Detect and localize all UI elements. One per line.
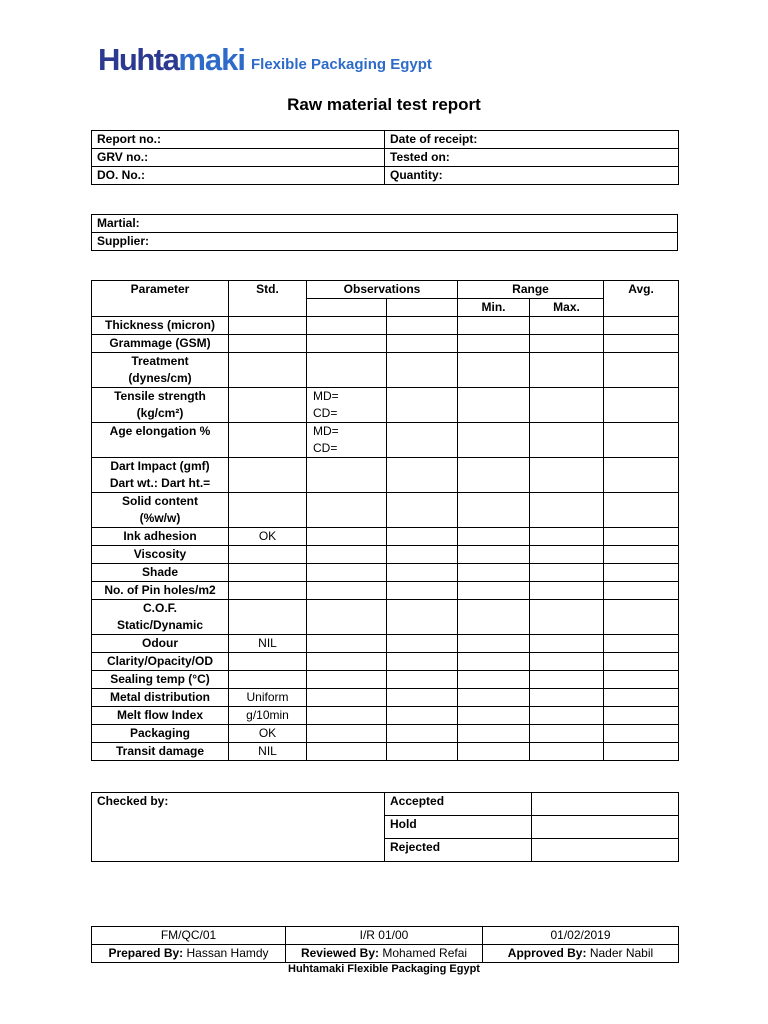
param-cof bbox=[92, 600, 229, 635]
min-cell[interactable] bbox=[458, 635, 530, 653]
tensile-cd-label: CD= bbox=[313, 406, 338, 420]
do-no-field[interactable]: DO. No.: bbox=[92, 167, 385, 185]
obs-cell[interactable] bbox=[307, 725, 387, 743]
report-no-field[interactable]: Report no.: bbox=[92, 131, 385, 149]
obs-cell[interactable] bbox=[307, 423, 387, 458]
table-row bbox=[92, 528, 679, 546]
avg-cell[interactable] bbox=[604, 564, 679, 582]
footer-company-name: Huhtamaki Flexible Packaging Egypt bbox=[288, 963, 480, 975]
col-header-avg: Avg. bbox=[604, 281, 679, 317]
std-cell[interactable]: OK bbox=[229, 528, 307, 546]
table-row bbox=[92, 131, 679, 149]
table-row bbox=[92, 233, 678, 251]
avg-cell[interactable] bbox=[604, 707, 679, 725]
obs-cell[interactable] bbox=[387, 335, 458, 353]
param-pin-holes: No. of Pin holes/m2 bbox=[92, 582, 229, 600]
quantity-field[interactable]: Quantity: bbox=[385, 167, 679, 185]
param-dart-line2: Dart wt.: Dart ht.= bbox=[109, 476, 211, 490]
table-row bbox=[92, 945, 679, 963]
param-solid-line2: (%w/w) bbox=[139, 511, 181, 525]
avg-cell[interactable] bbox=[604, 458, 679, 493]
table-row bbox=[92, 335, 679, 353]
max-cell[interactable] bbox=[530, 388, 604, 423]
std-cell[interactable]: g/10min bbox=[229, 707, 307, 725]
logo-wordmark-part1: Huhta bbox=[98, 42, 179, 77]
param-dart-impact bbox=[92, 458, 229, 493]
avg-cell[interactable] bbox=[604, 635, 679, 653]
param-solid-line1: Solid content bbox=[122, 494, 198, 508]
avg-cell[interactable] bbox=[604, 653, 679, 671]
param-packaging: Packaging bbox=[92, 725, 229, 743]
param-treatment bbox=[92, 353, 229, 388]
std-cell[interactable] bbox=[229, 546, 307, 564]
obs-cell[interactable] bbox=[307, 458, 387, 493]
param-tensile bbox=[92, 388, 229, 423]
table-header-row bbox=[92, 281, 679, 299]
param-sealing-temp: Sealing temp (°C) bbox=[92, 671, 229, 689]
max-cell[interactable] bbox=[530, 707, 604, 725]
table-row bbox=[92, 149, 679, 167]
tensile-md-label: MD= bbox=[313, 389, 339, 403]
min-cell[interactable] bbox=[458, 423, 530, 458]
std-cell[interactable]: NIL bbox=[229, 743, 307, 761]
revision: I/R 01/00 bbox=[286, 927, 483, 945]
param-odour: Odour bbox=[92, 635, 229, 653]
obs-cell[interactable] bbox=[307, 299, 387, 317]
max-cell[interactable] bbox=[530, 546, 604, 564]
obs-cell[interactable] bbox=[307, 707, 387, 725]
col-header-min: Min. bbox=[458, 299, 530, 317]
param-shade: Shade bbox=[92, 564, 229, 582]
obs-cell[interactable] bbox=[307, 388, 387, 423]
min-cell[interactable] bbox=[458, 564, 530, 582]
max-cell[interactable] bbox=[530, 564, 604, 582]
decision-table bbox=[91, 792, 679, 862]
max-cell[interactable] bbox=[530, 582, 604, 600]
document-control-table bbox=[91, 926, 679, 963]
obs-cell[interactable] bbox=[307, 317, 387, 335]
min-cell[interactable] bbox=[458, 493, 530, 528]
max-cell[interactable] bbox=[530, 635, 604, 653]
accepted-label: Accepted bbox=[385, 793, 532, 816]
max-cell[interactable] bbox=[530, 743, 604, 761]
company-logo bbox=[98, 42, 432, 82]
checked-by-field[interactable]: Checked by: bbox=[92, 793, 385, 862]
material-table bbox=[91, 214, 678, 251]
std-cell[interactable] bbox=[229, 335, 307, 353]
min-cell[interactable] bbox=[458, 353, 530, 388]
max-cell[interactable] bbox=[530, 493, 604, 528]
table-row bbox=[92, 725, 679, 743]
avg-cell[interactable] bbox=[604, 689, 679, 707]
min-cell[interactable] bbox=[458, 317, 530, 335]
form-code: FM/QC/01 bbox=[92, 927, 286, 945]
table-row bbox=[92, 793, 679, 816]
reviewed-by-name: Mohamed Refai bbox=[382, 946, 468, 960]
logo-tagline: Flexible Packaging Egypt bbox=[251, 56, 432, 73]
param-tensile-line1: Tensile strength bbox=[114, 389, 206, 403]
std-cell[interactable] bbox=[229, 564, 307, 582]
avg-cell[interactable] bbox=[604, 582, 679, 600]
max-cell[interactable] bbox=[530, 353, 604, 388]
max-cell[interactable] bbox=[530, 458, 604, 493]
table-row bbox=[92, 546, 679, 564]
param-grammage: Grammage (GSM) bbox=[92, 335, 229, 353]
approved-by bbox=[483, 945, 679, 963]
table-row bbox=[92, 317, 679, 335]
obs-cell[interactable] bbox=[387, 528, 458, 546]
table-row bbox=[92, 167, 679, 185]
grv-no-field[interactable]: GRV no.: bbox=[92, 149, 385, 167]
param-treatment-line2: (dynes/cm) bbox=[128, 371, 192, 385]
obs-cell[interactable] bbox=[387, 653, 458, 671]
max-cell[interactable] bbox=[530, 671, 604, 689]
std-cell[interactable] bbox=[229, 317, 307, 335]
table-row bbox=[92, 388, 679, 423]
avg-cell[interactable] bbox=[604, 335, 679, 353]
std-cell[interactable] bbox=[229, 353, 307, 388]
rejected-box[interactable] bbox=[532, 839, 679, 862]
param-viscosity: Viscosity bbox=[92, 546, 229, 564]
table-row bbox=[92, 458, 679, 493]
col-header-parameter: Parameter bbox=[92, 281, 229, 317]
min-cell[interactable] bbox=[458, 743, 530, 761]
min-cell[interactable] bbox=[458, 388, 530, 423]
avg-cell[interactable] bbox=[604, 388, 679, 423]
avg-cell[interactable] bbox=[604, 743, 679, 761]
obs-cell[interactable] bbox=[307, 564, 387, 582]
obs-cell[interactable] bbox=[387, 582, 458, 600]
avg-cell[interactable] bbox=[604, 528, 679, 546]
obs-cell[interactable] bbox=[307, 689, 387, 707]
col-header-observations: Observations bbox=[307, 281, 458, 299]
max-cell[interactable] bbox=[530, 600, 604, 635]
param-cof-line2: Static/Dynamic bbox=[116, 618, 204, 632]
param-solid-content bbox=[92, 493, 229, 528]
min-cell[interactable] bbox=[458, 546, 530, 564]
obs-cell[interactable] bbox=[307, 600, 387, 635]
table-row bbox=[92, 493, 679, 528]
obs-cell[interactable] bbox=[387, 423, 458, 458]
obs-cell[interactable] bbox=[387, 725, 458, 743]
obs-cell[interactable] bbox=[387, 635, 458, 653]
obs-cell[interactable] bbox=[387, 743, 458, 761]
min-cell[interactable] bbox=[458, 458, 530, 493]
table-row bbox=[92, 215, 678, 233]
avg-cell[interactable] bbox=[604, 725, 679, 743]
obs-cell[interactable] bbox=[387, 671, 458, 689]
tested-on-field[interactable]: Tested on: bbox=[385, 149, 679, 167]
obs-cell[interactable] bbox=[307, 582, 387, 600]
issue-date: 01/02/2019 bbox=[483, 927, 679, 945]
table-row bbox=[92, 353, 679, 388]
param-treatment-line1: Treatment bbox=[131, 354, 189, 368]
table-row bbox=[92, 564, 679, 582]
col-header-range: Range bbox=[458, 281, 604, 299]
max-cell[interactable] bbox=[530, 653, 604, 671]
std-cell[interactable] bbox=[229, 582, 307, 600]
max-cell[interactable] bbox=[530, 335, 604, 353]
approved-by-name: Nader Nabil bbox=[589, 946, 654, 960]
param-ink-adhesion: Ink adhesion bbox=[92, 528, 229, 546]
obs-cell[interactable] bbox=[307, 493, 387, 528]
std-cell[interactable]: NIL bbox=[229, 635, 307, 653]
std-cell[interactable] bbox=[229, 423, 307, 458]
supplier-field[interactable]: Supplier: bbox=[92, 233, 678, 251]
table-row bbox=[92, 635, 679, 653]
max-cell[interactable] bbox=[530, 528, 604, 546]
avg-cell[interactable] bbox=[604, 493, 679, 528]
table-row bbox=[92, 653, 679, 671]
std-cell[interactable] bbox=[229, 653, 307, 671]
min-cell[interactable] bbox=[458, 653, 530, 671]
table-row bbox=[92, 927, 679, 945]
age-md-label: MD= bbox=[313, 424, 339, 438]
approved-by-label: Approved By: bbox=[507, 946, 587, 960]
obs-cell[interactable] bbox=[387, 564, 458, 582]
std-cell[interactable]: OK bbox=[229, 725, 307, 743]
avg-cell[interactable] bbox=[604, 353, 679, 388]
obs-cell[interactable] bbox=[307, 671, 387, 689]
table-row bbox=[92, 600, 679, 635]
min-cell[interactable] bbox=[458, 725, 530, 743]
param-dart-line1: Dart Impact (gmf) bbox=[110, 459, 210, 473]
obs-cell[interactable] bbox=[387, 600, 458, 635]
avg-cell[interactable] bbox=[604, 317, 679, 335]
std-cell[interactable] bbox=[229, 600, 307, 635]
min-cell[interactable] bbox=[458, 528, 530, 546]
param-transit-damage: Transit damage bbox=[92, 743, 229, 761]
col-header-max: Max. bbox=[530, 299, 604, 317]
obs-cell[interactable] bbox=[307, 528, 387, 546]
reviewed-by bbox=[286, 945, 483, 963]
obs-cell[interactable] bbox=[307, 635, 387, 653]
col-header-std: Std. bbox=[229, 281, 307, 317]
table-row bbox=[92, 423, 679, 458]
accepted-box[interactable] bbox=[532, 793, 679, 816]
table-row bbox=[92, 582, 679, 600]
prepared-by bbox=[92, 945, 286, 963]
obs-cell[interactable] bbox=[307, 653, 387, 671]
std-cell[interactable] bbox=[229, 458, 307, 493]
max-cell[interactable] bbox=[530, 423, 604, 458]
obs-cell[interactable] bbox=[307, 546, 387, 564]
min-cell[interactable] bbox=[458, 707, 530, 725]
date-of-receipt-field[interactable]: Date of receipt: bbox=[385, 131, 679, 149]
table-row bbox=[92, 689, 679, 707]
report-title: Raw material test report bbox=[287, 95, 481, 114]
obs-cell[interactable] bbox=[307, 743, 387, 761]
rejected-label: Rejected bbox=[385, 839, 532, 862]
param-tensile-line2: (kg/cm²) bbox=[136, 406, 184, 420]
obs-cell[interactable] bbox=[387, 707, 458, 725]
obs-cell[interactable] bbox=[307, 353, 387, 388]
obs-cell[interactable] bbox=[387, 299, 458, 317]
param-melt-flow-index: Melt flow Index bbox=[92, 707, 229, 725]
std-cell[interactable] bbox=[229, 493, 307, 528]
min-cell[interactable] bbox=[458, 689, 530, 707]
min-cell[interactable] bbox=[458, 671, 530, 689]
parameters-table bbox=[91, 280, 679, 761]
prepared-by-label: Prepared By: bbox=[108, 946, 184, 960]
hold-label: Hold bbox=[385, 816, 532, 839]
param-clarity: Clarity/Opacity/OD bbox=[92, 653, 229, 671]
min-cell[interactable] bbox=[458, 582, 530, 600]
param-metal-distribution: Metal distribution bbox=[92, 689, 229, 707]
param-thickness: Thickness (micron) bbox=[92, 317, 229, 335]
obs-cell[interactable] bbox=[387, 493, 458, 528]
martial-field[interactable]: Martial: bbox=[92, 215, 678, 233]
avg-cell[interactable] bbox=[604, 600, 679, 635]
table-row bbox=[92, 743, 679, 761]
obs-cell[interactable] bbox=[387, 353, 458, 388]
table-row bbox=[92, 707, 679, 725]
obs-cell[interactable] bbox=[387, 689, 458, 707]
age-cd-label: CD= bbox=[313, 441, 338, 455]
obs-cell[interactable] bbox=[307, 335, 387, 353]
param-age-elongation: Age elongation % bbox=[92, 423, 229, 458]
avg-cell[interactable] bbox=[604, 671, 679, 689]
std-cell[interactable] bbox=[229, 388, 307, 423]
hold-box[interactable] bbox=[532, 816, 679, 839]
reviewed-by-label: Reviewed By: bbox=[300, 946, 379, 960]
table-row bbox=[92, 671, 679, 689]
max-cell[interactable] bbox=[530, 725, 604, 743]
avg-cell[interactable] bbox=[604, 546, 679, 564]
avg-cell[interactable] bbox=[604, 423, 679, 458]
min-cell[interactable] bbox=[458, 335, 530, 353]
obs-cell[interactable] bbox=[387, 388, 458, 423]
report-info-table bbox=[91, 130, 679, 185]
obs-cell[interactable] bbox=[387, 546, 458, 564]
std-cell[interactable] bbox=[229, 671, 307, 689]
logo-wordmark-part2: maki bbox=[178, 42, 245, 77]
prepared-by-name: Hassan Hamdy bbox=[186, 946, 269, 960]
std-cell[interactable]: Uniform bbox=[229, 689, 307, 707]
max-cell[interactable] bbox=[530, 317, 604, 335]
param-cof-line1: C.O.F. bbox=[142, 601, 177, 615]
max-cell[interactable] bbox=[530, 689, 604, 707]
min-cell[interactable] bbox=[458, 600, 530, 635]
obs-cell[interactable] bbox=[387, 458, 458, 493]
obs-cell[interactable] bbox=[387, 317, 458, 335]
